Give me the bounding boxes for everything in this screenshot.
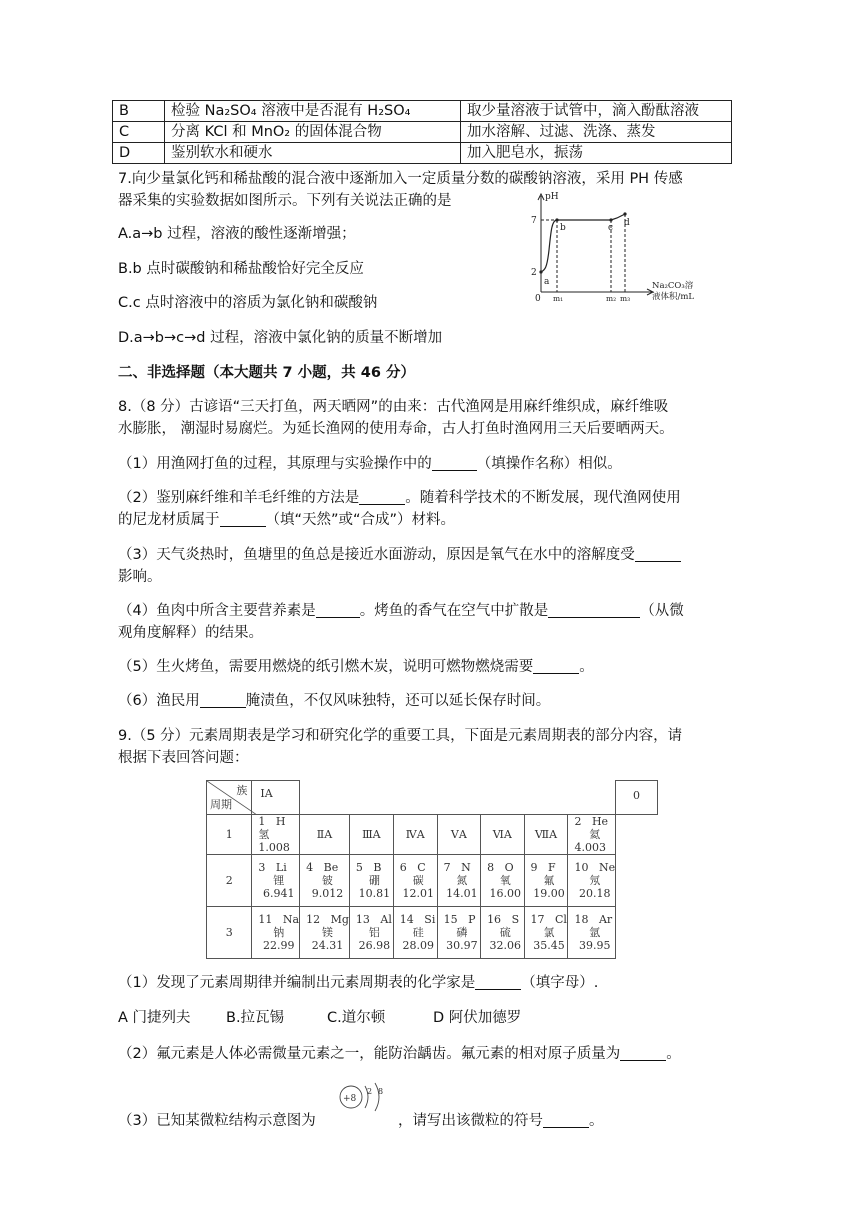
element-S: 16 S 硫 32.06 — [481, 907, 524, 959]
point-a-label: a — [544, 277, 550, 287]
xtick-m1: m₁ — [553, 294, 564, 303]
q8-part2-blank1[interactable] — [359, 489, 405, 505]
q9-stem-line1: 9.（5 分）元素周期表是学习和研究化学的重要工具，下面是元素周期表的部分内容，请 — [118, 728, 683, 744]
element-N: 7 N 氮 14.01 — [437, 855, 480, 907]
element-Al: 13 Al 铝 26.98 — [349, 907, 393, 959]
period-3: 3 — [207, 907, 252, 959]
options-row — [113, 101, 732, 122]
q7-stem-line1: 7.向少量氯化钙和稀盐酸的混合液中逐渐加入一定质量分数的碳酸钠溶液，采用 PH 传感 — [118, 171, 683, 187]
nucleus-charge: +8 — [343, 1094, 357, 1104]
point-c-dot — [609, 218, 612, 221]
q8-part5: （5）生火烤鱼，需要用燃烧的纸引燃木炭，说明可燃物燃烧需要 。 — [118, 659, 594, 675]
y-axis-label: pH — [545, 192, 559, 202]
xtick-m3: m₃ — [620, 294, 631, 303]
options-table — [112, 100, 732, 164]
q7-option-b: B.b 点时碳酸钠和稀盐酸恰好完全反应 — [118, 261, 364, 277]
x-axis-label-line1: Na₂CO₃溶 — [652, 281, 694, 291]
periodic-table — [206, 780, 658, 959]
point-d-dot — [623, 212, 626, 215]
element-He: 2 He 氦 4.003 — [568, 815, 616, 855]
element-F: 9 F 氟 19.00 — [524, 855, 568, 907]
header-corner — [207, 781, 252, 815]
q7-option-c: C.c 点时溶液中的溶质为氯化钠和碳酸钠 — [118, 295, 378, 311]
options-cell-method: 加入肥皂水，振荡 — [461, 143, 732, 164]
element-H: 1 H 氢 1.008 — [252, 815, 300, 855]
options-row — [113, 143, 732, 164]
element-Na: 11 Na 钠 22.99 — [252, 907, 300, 959]
q8-part3-line2: 影响。 — [118, 569, 162, 585]
q7-option-d: D.a→b→c→d 过程，溶液中氯化钠的质量不断增加 — [118, 330, 443, 346]
q9-stem-line2: 根据下表回答问题： — [118, 750, 249, 766]
group-6a: ⅥA — [481, 815, 524, 855]
element-Ar: 18 Ar 氩 39.95 — [568, 907, 616, 959]
shell1-electrons: 2 — [367, 1087, 373, 1096]
q8-part5-blank[interactable] — [533, 658, 579, 674]
element-P: 15 P 磷 30.97 — [437, 907, 480, 959]
group-1a: ⅠA — [252, 781, 300, 815]
options-cell-letter: D — [113, 143, 165, 164]
header-group-label: 族 — [236, 784, 248, 797]
q8-part2-line2: 的尼龙材质属于 （填“天然”或“合成”）材料。 — [118, 512, 456, 528]
element-Si: 14 Si 硅 28.09 — [393, 907, 437, 959]
period-1: 1 — [207, 815, 252, 855]
q9-choice-c: C.道尔顿 — [327, 1010, 386, 1026]
ytick-7: 7 — [531, 216, 537, 226]
q7-stem-line2: 器采集的实验数据如图所示。下列有关说法正确的是 — [118, 193, 452, 209]
header-period-label: 周期 — [210, 798, 232, 811]
point-d-label: d — [624, 218, 630, 228]
origin-label: 0 — [535, 294, 541, 304]
atom-structure-diagram — [338, 1082, 396, 1130]
q7-option-a: A.a→b 过程，溶液的酸性逐渐增强； — [118, 226, 356, 242]
q8-stem-line1: 8.（8 分）古谚语“三天打鱼，两天晒网”的由来：古代渔网是用麻纤维织成，麻纤维吸 — [118, 399, 669, 415]
element-C: 6 C 碳 12.01 — [393, 855, 437, 907]
q8-part4-line1: （4）鱼肉中所含主要营养素是 。烤鱼的香气在空气中扩散是 （从微 — [118, 603, 684, 619]
element-Be: 4 Be 铍 9.012 — [300, 855, 350, 907]
options-cell-purpose: 检验 Na₂SO₄ 溶液中是否混有 H₂SO₄ — [165, 101, 461, 122]
element-B: 5 B 硼 10.81 — [349, 855, 393, 907]
q8-part2-blank2[interactable] — [220, 511, 266, 527]
point-b-label: b — [560, 223, 566, 233]
point-c-label: c — [608, 223, 614, 233]
q8-stem-line2: 水膨胀， 潮湿时易腐烂。为延长渔网的使用寿命，古人打鱼时渔网用三天后要晒两天。 — [118, 421, 674, 437]
options-cell-method: 取少量溶液于试管中，滴入酚酞溶液 — [461, 101, 732, 122]
point-a-dot — [539, 270, 542, 273]
group-5a: ⅤA — [437, 815, 480, 855]
q9-part1: （1）发现了元素周期律并编制出元素周期表的化学家是 （填字母）. — [118, 975, 599, 991]
element-O: 8 O 氧 16.00 — [481, 855, 524, 907]
element-Ne: 10 Ne 氖 20.18 — [568, 855, 616, 907]
options-cell-letter: C — [113, 122, 165, 143]
q9-part3-text2: ，请写出该微粒的符号 。 — [398, 1113, 604, 1129]
point-b-dot — [555, 218, 558, 221]
q9-part2: （2）氟元素是人体必需微量元素之一，能防治龋齿。氟元素的相对原子质量为 。 — [118, 1046, 681, 1062]
q8-part3-line1: （3）天气炎热时，鱼塘里的鱼总是接近水面游动，原因是氧气在水中的溶解度受 — [118, 543, 681, 564]
ytick-2: 2 — [531, 268, 537, 278]
group-4a: ⅣA — [393, 815, 437, 855]
q8-part6-blank[interactable] — [200, 692, 246, 708]
options-cell-purpose: 分离 KCl 和 MnO₂ 的固体混合物 — [165, 122, 461, 143]
q8-part4-line2: 观角度解释）的结果。 — [118, 625, 263, 641]
options-row — [113, 122, 732, 143]
q8-part2-line1: （2）鉴别麻纤维和羊毛纤维的方法是 。随着科学技术的不断发展，现代渔网使用 — [118, 490, 681, 506]
q9-part2-blank[interactable] — [620, 1045, 666, 1061]
x-axis-label-line2: 液体积/mL — [652, 292, 695, 302]
q8-part1: （1）用渔网打鱼的过程，其原理与实验操作中的 （填操作名称）相似。 — [118, 456, 622, 472]
group-3a: ⅢA — [349, 815, 393, 855]
options-cell-purpose: 鉴别软水和硬水 — [165, 143, 461, 164]
q9-choice-d: D 阿伏加德罗 — [433, 1010, 522, 1026]
q8-part3-blank[interactable] — [635, 546, 681, 562]
q9-part3-text1: （3）已知某微粒结构示意图为 — [118, 1113, 316, 1129]
element-Mg: 12 Mg 镁 24.31 — [300, 907, 350, 959]
element-Li: 3 Li 锂 6.941 — [252, 855, 300, 907]
q8-part1-blank[interactable] — [432, 455, 477, 471]
q9-part3-blank[interactable] — [543, 1112, 589, 1128]
q8-part4-blank1[interactable] — [316, 602, 360, 618]
q9-choice-a: A 门捷列夫 — [118, 1010, 191, 1026]
period-2: 2 — [207, 855, 252, 907]
group-0: 0 — [616, 781, 658, 815]
element-Cl: 17 Cl 氯 35.45 — [524, 907, 568, 959]
q8-part4-blank2[interactable] — [548, 602, 640, 618]
shell2-electrons: 8 — [378, 1087, 384, 1096]
section2-heading: 二、非选择题（本大题共 7 小题，共 46 分） — [118, 365, 415, 381]
q9-part1-blank[interactable] — [475, 974, 521, 990]
options-cell-letter: B — [113, 101, 165, 122]
q8-part6: （6）渔民用 腌渍鱼，不仅风味独特，还可以延长保存时间。 — [118, 693, 551, 709]
ph-graph — [525, 190, 725, 305]
q9-choice-b: B.拉瓦锡 — [226, 1010, 285, 1026]
options-cell-method: 加水溶解、过滤、洗涤、蒸发 — [461, 122, 732, 143]
group-2a: ⅡA — [300, 815, 350, 855]
group-7a: ⅦA — [524, 815, 568, 855]
xtick-m2: m₂ — [606, 294, 617, 303]
